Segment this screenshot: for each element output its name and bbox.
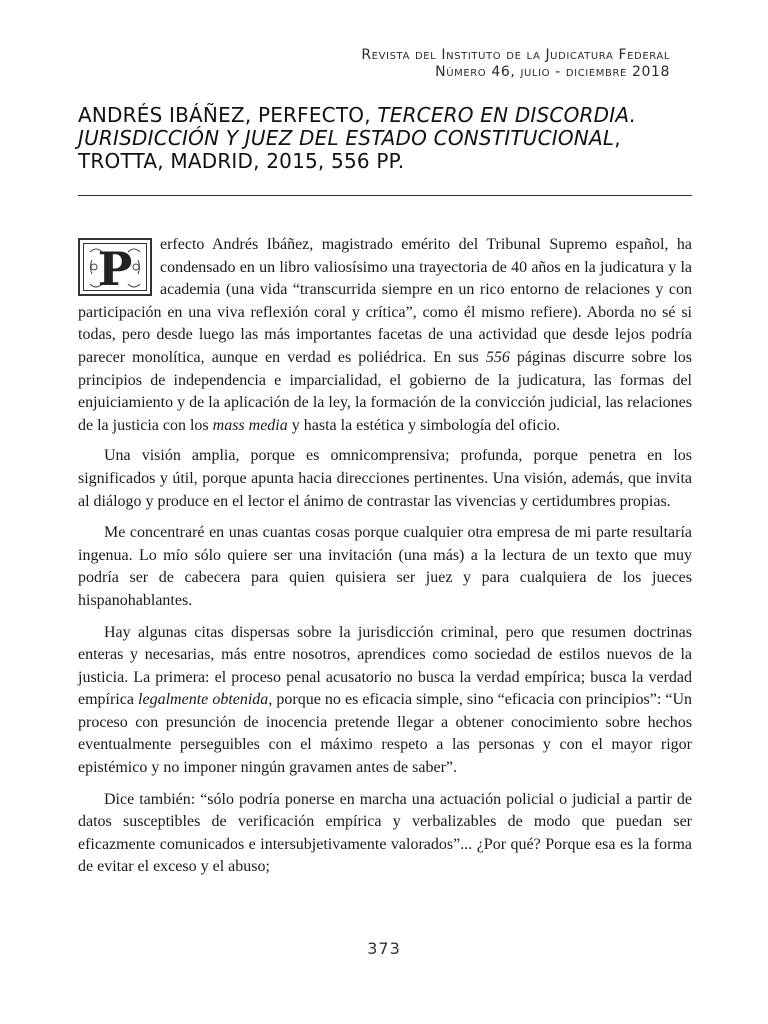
- paragraph-5: Dice también: “sólo podría ponerse en marcha una actuación policial o judicial a partir de datos susceptibles de verificación empírica y verbalizables de modo que puedan ser eficazmente comunicados e intersubjetivamente valorados”... ¿Por qué? Porque esa es la forma de evitar el exceso y el abuso;: [78, 790, 692, 876]
- paragraph-4: [78, 622, 692, 780]
- title-divider: [78, 195, 692, 196]
- drop-cap-letter: P: [97, 242, 133, 296]
- p1-pages: 556: [485, 348, 510, 366]
- p4-italic: legalmente obtenida: [138, 691, 269, 709]
- article-body: [78, 234, 692, 888]
- paragraph-3: Me concentraré en unas cuantas cosas porque cualquier otra empresa de mi parte resultaría ingenua. Lo mío sólo quiere ser una invitación (una más) a la lectura de un texto que muy podría ser de cabecera para quien quisiera ser juez y para cualquiera de los jueces hispanohablantes.: [78, 524, 692, 609]
- title-book: TERCERO EN DISCORDIA. JURISDICCIÓN Y JUEZ DEL ESTADO CONSTITUCIONAL: [78, 103, 637, 150]
- p1-text-b: páginas discurre sobre los principios de independencia e imparcialidad, el gobierno de la judicatura, las formas del enjuiciamiento y de la aplicación de la ley, la formación de la convicción judicial, las relaciones de la justicia con los: [78, 348, 692, 434]
- journal-name: Revista del Instituto de la Judicatura Federal: [361, 47, 670, 63]
- title-publication: , TROTTA, MADRID, 2015, 556 PP.: [78, 126, 621, 173]
- p1-text-c: y hasta la estética y simbología del oficio.: [287, 416, 561, 434]
- page-number: 373: [367, 939, 401, 958]
- p4-text-a: Hay algunas citas dispersas sobre la jurisdicción criminal, pero que resumen doctrinas enteras y necesarias, más entre nosotros, aprendices como sociedad de estilos nuevos de la justicia. La primera: el proceso penal acusatorio no busca la verdad empírica; busca la verdad empírica: [78, 623, 692, 709]
- p1-text-a: erfecto Andrés Ibáñez, magistrado emérito del Tribunal Supremo español, ha condensado en un libro valiosísimo una trayectoria de 40 años en la judicatura y la academia (una vida “transcurrida siempre en un rico entorno de relaciones y con participación en una viva reflexión coral y crítica”, como él mismo refiere). Aborda no sé si todas, pero desde luego las más importantes facetas de una actividad que desde lejos podría parecer monolítica, aunque en verdad es poliédrica. En sus: [78, 236, 692, 366]
- drop-cap: [78, 238, 152, 296]
- paragraph-1: [78, 234, 692, 437]
- p4-text-b: , porque no es eficacia simple, sino “eficacia con principios”: “Un proceso con presunción de inocencia pretende llegar a obtener conocimiento sobre hechos eventualmente perseguibles con el máximo respeto a las personas y con el mayor rigor epistémico y no imponer ningún gravamen antes de saber”.: [78, 691, 692, 777]
- title-author: ANDRÉS IBÁÑEZ, PERFECTO,: [78, 103, 378, 127]
- review-title: [78, 104, 692, 173]
- issue-info: Número 46, julio - diciembre 2018: [435, 64, 670, 80]
- p1-mass-media: mass media: [212, 416, 288, 434]
- running-header: [361, 47, 670, 81]
- paragraph-2: Una visión amplia, porque es omnicomprensiva; profunda, porque penetra en los significados y útil, porque apunta hacia direcciones pertinentes. Una visión, además, que invita al diálogo y produce en el lector el ánimo de contrastar las vivencias y certidumbres propias.: [78, 447, 692, 510]
